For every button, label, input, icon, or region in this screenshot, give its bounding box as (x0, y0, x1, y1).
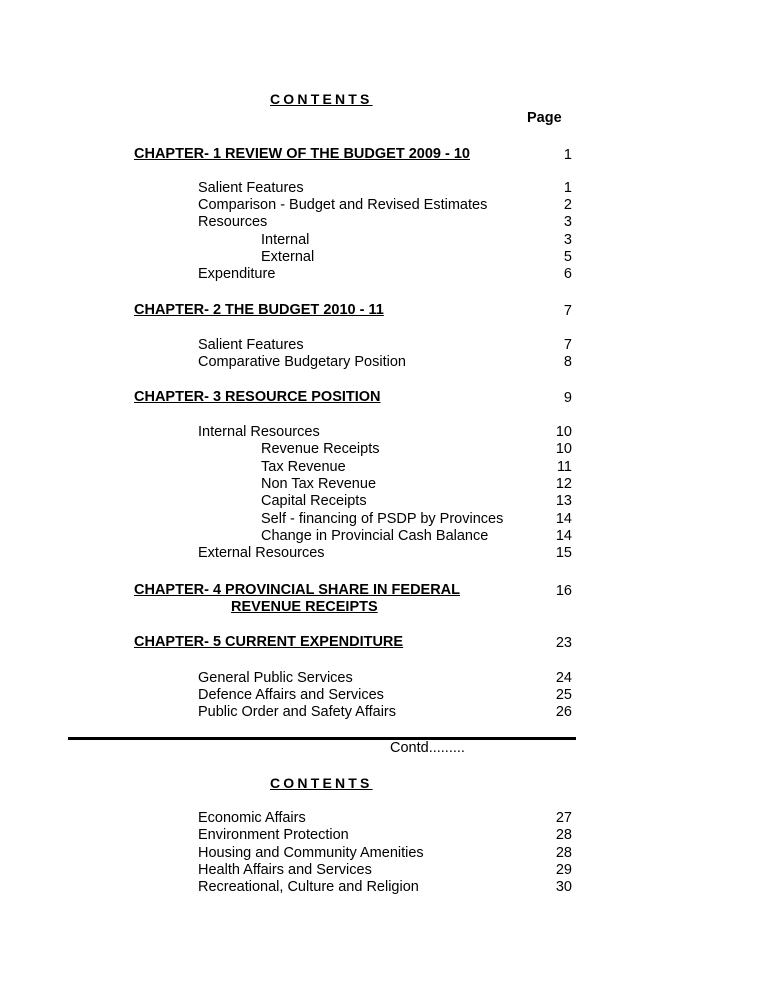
toc-item[interactable]: Defence Affairs and Services (198, 687, 384, 703)
toc-item[interactable]: Expenditure (198, 266, 276, 282)
chapter-2-title[interactable]: CHAPTER- 2 THE BUDGET 2010 - 11 (134, 302, 384, 318)
toc-page: 14 (555, 511, 572, 527)
chapter-2-page: 7 (563, 303, 572, 319)
toc-page: 15 (555, 545, 572, 561)
toc-item[interactable]: Internal (261, 232, 310, 248)
chapter-5-title[interactable]: CHAPTER- 5 CURRENT EXPENDITURE (134, 634, 404, 650)
toc-item[interactable]: Housing and Community Amenities (198, 845, 424, 861)
toc-item[interactable]: External Resources (198, 545, 325, 561)
chapter-3-page: 9 (563, 390, 572, 406)
toc-page: 12 (555, 476, 572, 492)
toc-item[interactable]: Salient Features (198, 180, 304, 196)
toc-page: 24 (555, 670, 572, 686)
toc-page: 5 (563, 249, 572, 265)
chapter-4-page: 16 (555, 583, 572, 599)
toc-item[interactable]: Recreational, Culture and Religion (198, 879, 419, 895)
toc-item[interactable]: Salient Features (198, 337, 304, 353)
toc-item[interactable]: Comparative Budgetary Position (198, 354, 406, 370)
toc-page: 30 (555, 879, 572, 895)
toc-page: 11 (556, 459, 572, 475)
toc-page: 13 (555, 493, 572, 509)
chapter-5-page: 23 (555, 635, 572, 651)
toc-page: 3 (563, 232, 572, 248)
toc-item[interactable]: Revenue Receipts (261, 441, 380, 457)
toc-item[interactable]: Health Affairs and Services (198, 862, 372, 878)
toc-item[interactable]: Environment Protection (198, 827, 349, 843)
toc-page: 10 (555, 441, 572, 457)
toc-page: 28 (555, 845, 572, 861)
section-title: CONTENTS (270, 775, 373, 791)
toc-page: 26 (555, 704, 572, 720)
chapter-3-title[interactable]: CHAPTER- 3 RESOURCE POSITION (134, 389, 381, 405)
chapter-4-title-line2[interactable]: REVENUE RECEIPTS (231, 599, 378, 615)
toc-page: 25 (555, 687, 572, 703)
toc-item[interactable]: Internal Resources (198, 424, 320, 440)
toc-item[interactable]: Economic Affairs (198, 810, 306, 826)
toc-page: 8 (563, 354, 572, 370)
toc-item[interactable]: Change in Provincial Cash Balance (261, 528, 489, 544)
toc-item[interactable]: Self - financing of PSDP by Provinces (261, 511, 504, 527)
toc-page: 2 (563, 197, 572, 213)
toc-page: 28 (555, 827, 572, 843)
page-column-label: Page (527, 110, 562, 126)
toc-page: 1 (563, 180, 572, 196)
page-divider (68, 737, 576, 740)
chapter-1-page: 1 (563, 147, 572, 163)
toc-item[interactable]: General Public Services (198, 670, 353, 686)
toc-page: 7 (563, 337, 572, 353)
toc-item[interactable]: Public Order and Safety Affairs (198, 704, 397, 720)
toc-page: 29 (555, 862, 572, 878)
toc-page: 27 (555, 810, 572, 826)
toc-item[interactable]: Resources (198, 214, 268, 230)
toc-item[interactable]: Comparison - Budget and Revised Estimates (198, 197, 488, 213)
page-title: CONTENTS (270, 91, 373, 107)
toc-page: 14 (555, 528, 572, 544)
toc-page: 10 (555, 424, 572, 440)
toc-item[interactable]: Capital Receipts (261, 493, 367, 509)
toc-page: 3 (563, 214, 572, 230)
toc-item[interactable]: Non Tax Revenue (261, 476, 377, 492)
toc-item[interactable]: External (261, 249, 315, 265)
continued-label: Contd......... (390, 740, 465, 756)
toc-page: 6 (563, 266, 572, 282)
chapter-4-title[interactable]: CHAPTER- 4 PROVINCIAL SHARE IN FEDERAL (134, 582, 461, 598)
toc-item[interactable]: Tax Revenue (261, 459, 346, 475)
chapter-1-title[interactable]: CHAPTER- 1 REVIEW OF THE BUDGET 2009 - 10 (134, 146, 470, 162)
